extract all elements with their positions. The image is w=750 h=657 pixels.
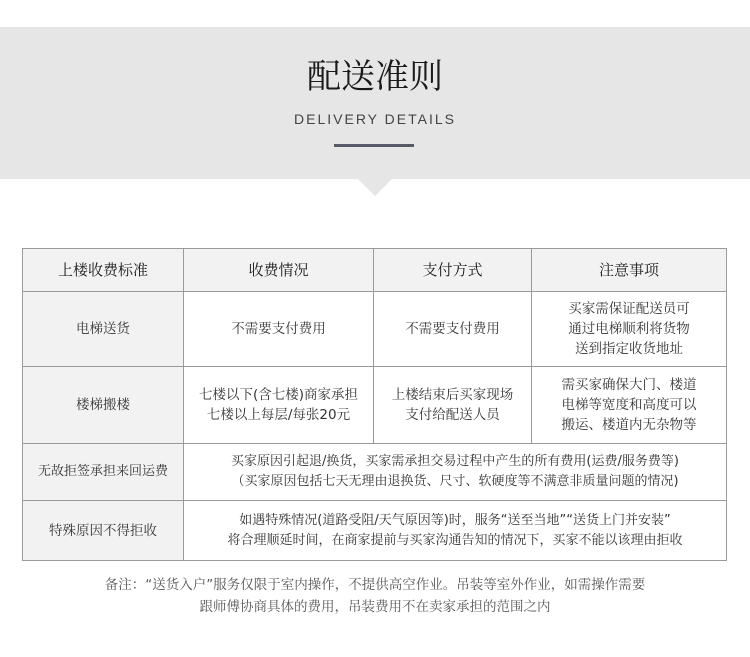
table-row — [23, 367, 727, 444]
merged-cell — [184, 501, 727, 561]
cell-line: 不需要支付费用 — [231, 321, 326, 337]
column-header: 上楼收费标准 — [23, 249, 184, 292]
cell-line: 七楼以上每层/每张20元 — [206, 407, 351, 423]
cell-line: 买家原因引起退/换货，买家需承担交易过程中产生的所有费用(运费/服务费等) — [231, 454, 679, 469]
note-line: 跟师傅协商具体的费用，吊装费用不在卖家承担的范围之内 — [199, 599, 551, 615]
cell-line: 送到指定收货地址 — [575, 341, 683, 357]
table-row — [23, 501, 727, 561]
cell-line: 支付给配送人员 — [405, 407, 500, 423]
notes-cell — [532, 367, 727, 444]
column-header: 注意事项 — [532, 249, 727, 292]
footer-note — [0, 574, 750, 618]
table-row — [23, 444, 727, 501]
column-header: 收费情况 — [184, 249, 374, 292]
notes-cell — [532, 292, 727, 367]
row-label: 特殊原因不得拒收 — [23, 501, 184, 561]
payment-cell — [374, 292, 532, 367]
cell-line: 七楼以下(含七楼)商家承担 — [198, 387, 359, 403]
row-label: 无故拒签承担来回运费 — [23, 444, 184, 501]
cell-line: 不需要支付费用 — [405, 321, 500, 337]
cell-line: 买家需保证配送员可 — [568, 301, 690, 317]
table-header-row — [23, 249, 727, 292]
header-banner — [0, 27, 750, 179]
delivery-rules-table — [22, 248, 727, 561]
title-underline — [334, 144, 414, 147]
fee-cell — [184, 292, 374, 367]
note-line: 备注：“送货入户”服务仅限于室内操作，不提供高空作业。吊装等室外作业，如需操作需要 — [104, 577, 646, 593]
page-title: 配送准则 — [307, 57, 443, 97]
cell-line: 通过电梯顺利将货物 — [568, 321, 690, 337]
merged-cell — [184, 444, 727, 501]
banner-pointer — [358, 179, 392, 196]
column-header: 支付方式 — [374, 249, 532, 292]
row-label: 电梯送货 — [23, 292, 184, 367]
payment-cell — [374, 367, 532, 444]
fee-cell — [184, 367, 374, 444]
cell-line: 上楼结束后买家现场 — [391, 387, 514, 403]
cell-line: 搬运、楼道内无杂物等 — [561, 417, 697, 433]
cell-line: 电梯等宽度和高度可以 — [561, 397, 697, 413]
page-subtitle: DELIVERY DETAILS — [294, 111, 456, 127]
table-row — [23, 292, 727, 367]
cell-line: 需买家确保大门、楼道 — [561, 377, 697, 393]
row-label: 楼梯搬楼 — [23, 367, 184, 444]
cell-line: 将合理顺延时间，在商家提前与买家沟通告知的情况下，买家不能以该理由拒收 — [227, 532, 683, 548]
cell-line: （买家原因包括七天无理由退换货、尺寸、软硬度等不满意非质量问题的情况) — [231, 474, 679, 489]
cell-line: 如遇特殊情况(道路受阻/天气原因等)时，服务“送至当地”“送货上门并安装” — [239, 512, 671, 528]
